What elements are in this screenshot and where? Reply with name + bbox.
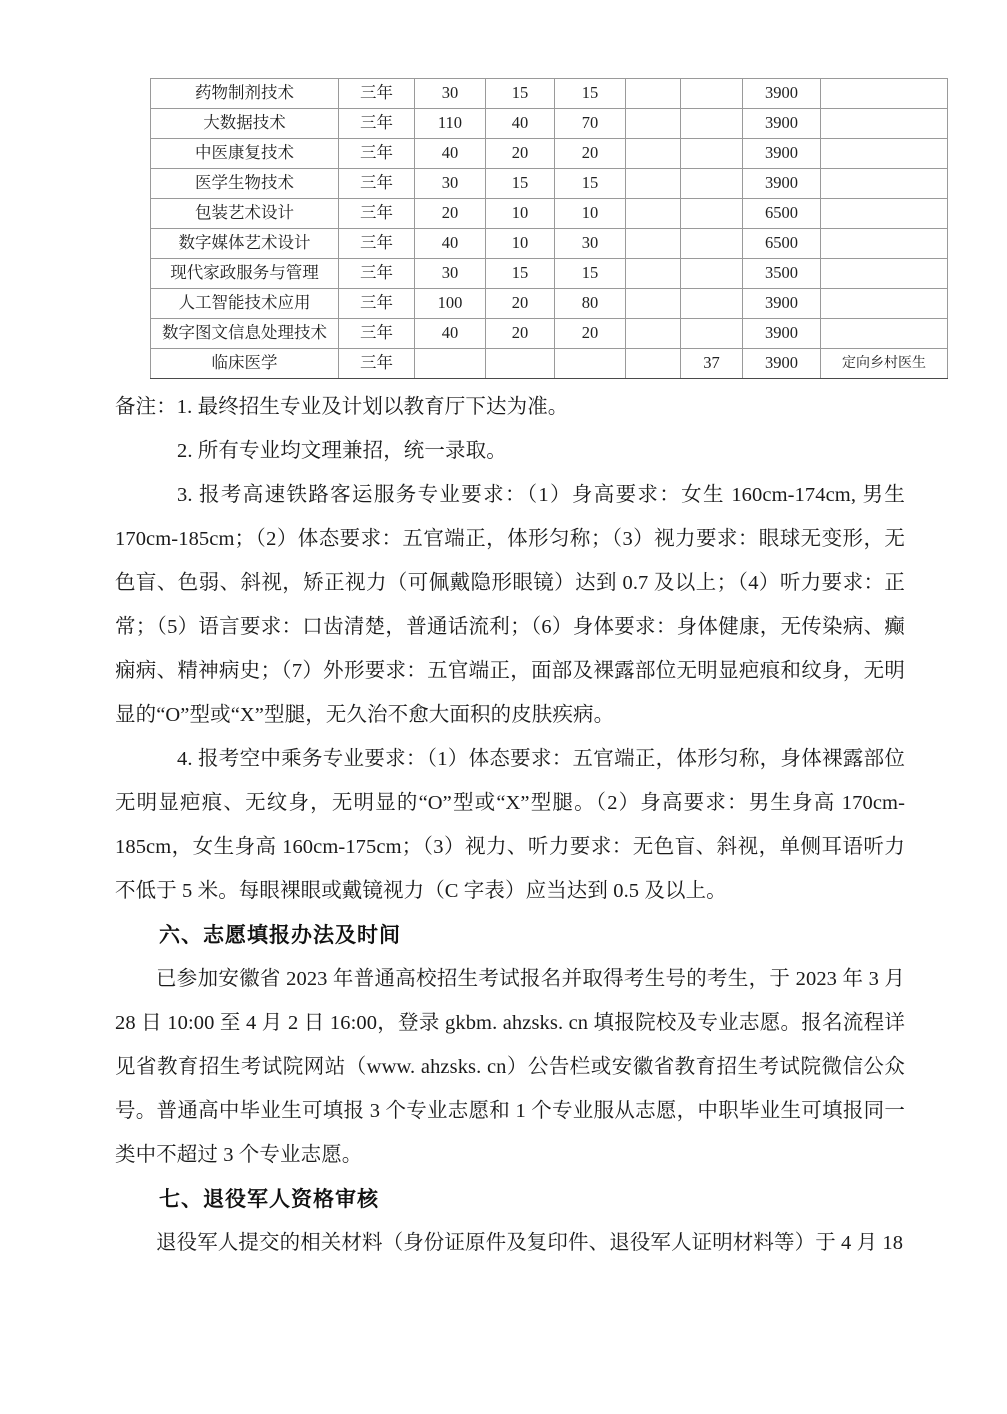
cell-total: 110: [415, 109, 486, 139]
table-row: [151, 229, 948, 259]
cell-major: 数字媒体艺术设计: [151, 229, 339, 259]
cell-c: [626, 319, 681, 349]
cell-total: [415, 349, 486, 379]
cell-years: 三年: [339, 289, 415, 319]
cell-d: [681, 199, 743, 229]
cell-a: [486, 349, 555, 379]
cell-a: 40: [486, 109, 555, 139]
enrollment-plan-table-container: [150, 78, 926, 379]
cell-total: 40: [415, 319, 486, 349]
cell-c: [626, 79, 681, 109]
cell-b: 15: [555, 169, 626, 199]
table-row: [151, 79, 948, 109]
cell-c: [626, 169, 681, 199]
cell-b: 15: [555, 79, 626, 109]
cell-c: [626, 229, 681, 259]
cell-a: 10: [486, 229, 555, 259]
cell-total: 40: [415, 139, 486, 169]
cell-d: [681, 139, 743, 169]
cell-d: [681, 109, 743, 139]
cell-total: 30: [415, 259, 486, 289]
cell-d: [681, 289, 743, 319]
cell-a: 20: [486, 139, 555, 169]
cell-a: 20: [486, 289, 555, 319]
cell-fee: 6500: [743, 229, 821, 259]
table-row: [151, 259, 948, 289]
cell-note: [821, 79, 948, 109]
cell-note: [821, 109, 948, 139]
cell-c: [626, 349, 681, 379]
cell-major: 药物制剂技术: [151, 79, 339, 109]
cell-d: [681, 79, 743, 109]
cell-a: 10: [486, 199, 555, 229]
cell-major: 人工智能技术应用: [151, 289, 339, 319]
cell-note: [821, 229, 948, 259]
cell-a: 20: [486, 319, 555, 349]
cell-total: 40: [415, 229, 486, 259]
cell-fee: 3900: [743, 79, 821, 109]
cell-fee: 3500: [743, 259, 821, 289]
cell-years: 三年: [339, 229, 415, 259]
note-4: 4. 报考空中乘务专业要求：（1）体态要求：五官端正，体形匀称，身体裸露部位无明显疤痕、无纹身，无明显的“O”型或“X”型腿。（2）身高要求：男生身高 170cm-185cm，女生身高 160cm-175cm；（3）视力、听力要求：无色盲、斜视，单侧耳语听力不低于 5 米。每眼裸眼或戴镜视力（C 字表）应当达到 0.5 及以上。: [115, 748, 905, 902]
cell-years: 三年: [339, 259, 415, 289]
cell-years: 三年: [339, 109, 415, 139]
cell-note: [821, 199, 948, 229]
cell-major: 数字图文信息处理技术: [151, 319, 339, 349]
table-row: [151, 319, 948, 349]
cell-major: 医学生物技术: [151, 169, 339, 199]
cell-major: 临床医学: [151, 349, 339, 379]
cell-b: [555, 349, 626, 379]
note-1: 备注：1. 最终招生专业及计划以教育厅下达为准。: [115, 396, 569, 418]
cell-years: 三年: [339, 319, 415, 349]
cell-note: [821, 139, 948, 169]
cell-years: 三年: [339, 139, 415, 169]
enrollment-plan-table: [150, 78, 948, 379]
cell-major: 大数据技术: [151, 109, 339, 139]
cell-total: 20: [415, 199, 486, 229]
cell-c: [626, 109, 681, 139]
cell-c: [626, 289, 681, 319]
cell-b: 30: [555, 229, 626, 259]
cell-c: [626, 259, 681, 289]
cell-d: 37: [681, 349, 743, 379]
section-seven-heading: 七、退役军人资格审核: [159, 1187, 379, 1211]
cell-note: 定向乡村医生: [821, 349, 948, 379]
cell-d: [681, 319, 743, 349]
cell-a: 15: [486, 169, 555, 199]
cell-d: [681, 229, 743, 259]
table-body: [151, 79, 948, 379]
cell-years: 三年: [339, 199, 415, 229]
section-six-paragraph: 已参加安徽省 2023 年普通高校招生考试报名并取得考生号的考生，于 2023 年 3 月 28 日 10:00 至 4 月 2 日 16:00，登录 gkbm. ahzsks. cn 填报院校及专业志愿。报名流程详见省教育招生考试院网站（www. ahzsks. cn）公告栏或安徽省教育招生考试院微信公众号。普通高中毕业生可填报 3 个专业志愿和 1 个专业服从志愿，中职毕业生可填报同一类中不超过 3 个专业志愿。: [115, 968, 905, 1166]
cell-note: [821, 319, 948, 349]
cell-years: 三年: [339, 79, 415, 109]
cell-b: 20: [555, 139, 626, 169]
cell-total: 30: [415, 169, 486, 199]
cell-total: 30: [415, 79, 486, 109]
document-body: [115, 385, 905, 1265]
table-row: [151, 199, 948, 229]
cell-b: 20: [555, 319, 626, 349]
cell-a: 15: [486, 259, 555, 289]
cell-note: [821, 289, 948, 319]
table-row: [151, 349, 948, 379]
cell-major: 现代家政服务与管理: [151, 259, 339, 289]
cell-d: [681, 259, 743, 289]
cell-fee: 3900: [743, 289, 821, 319]
cell-fee: 3900: [743, 349, 821, 379]
table-row: [151, 109, 948, 139]
cell-major: 中医康复技术: [151, 139, 339, 169]
cell-d: [681, 169, 743, 199]
cell-fee: 6500: [743, 199, 821, 229]
cell-b: 70: [555, 109, 626, 139]
table-row: [151, 289, 948, 319]
table-row: [151, 139, 948, 169]
cell-total: 100: [415, 289, 486, 319]
section-seven-paragraph: 退役军人提交的相关材料（身份证原件及复印件、退役军人证明材料等）于 4 月 18: [156, 1232, 904, 1254]
cell-fee: 3900: [743, 319, 821, 349]
cell-note: [821, 169, 948, 199]
cell-b: 15: [555, 259, 626, 289]
cell-fee: 3900: [743, 109, 821, 139]
table-row: [151, 169, 948, 199]
cell-major: 包装艺术设计: [151, 199, 339, 229]
note-2: 2. 所有专业均文理兼招，统一录取。: [177, 440, 507, 462]
cell-years: 三年: [339, 349, 415, 379]
cell-fee: 3900: [743, 139, 821, 169]
section-six-heading: 六、志愿填报办法及时间: [159, 923, 401, 947]
cell-b: 10: [555, 199, 626, 229]
cell-a: 15: [486, 79, 555, 109]
cell-fee: 3900: [743, 169, 821, 199]
note-3: 3. 报考高速铁路客运服务专业要求：（1）身高要求：女生 160cm-174cm, 男生 170cm-185cm；（2）体态要求：五官端正，体形匀称；（3）视力要求：眼球无变形，无色盲、色弱、斜视，矫正视力（可佩戴隐形眼镜）达到 0.7 及以上；（4）听力要求：正常；（5）语言要求：口齿清楚，普通话流利；（6）身体要求：身体健康，无传染病、癫痫病、精神病史；（7）外形要求：五官端正，面部及裸露部位无明显疤痕和纹身，无明显的“O”型或“X”型腿，无久治不愈大面积的皮肤疾病。: [115, 484, 905, 726]
cell-c: [626, 139, 681, 169]
cell-note: [821, 259, 948, 289]
cell-years: 三年: [339, 169, 415, 199]
cell-c: [626, 199, 681, 229]
cell-b: 80: [555, 289, 626, 319]
